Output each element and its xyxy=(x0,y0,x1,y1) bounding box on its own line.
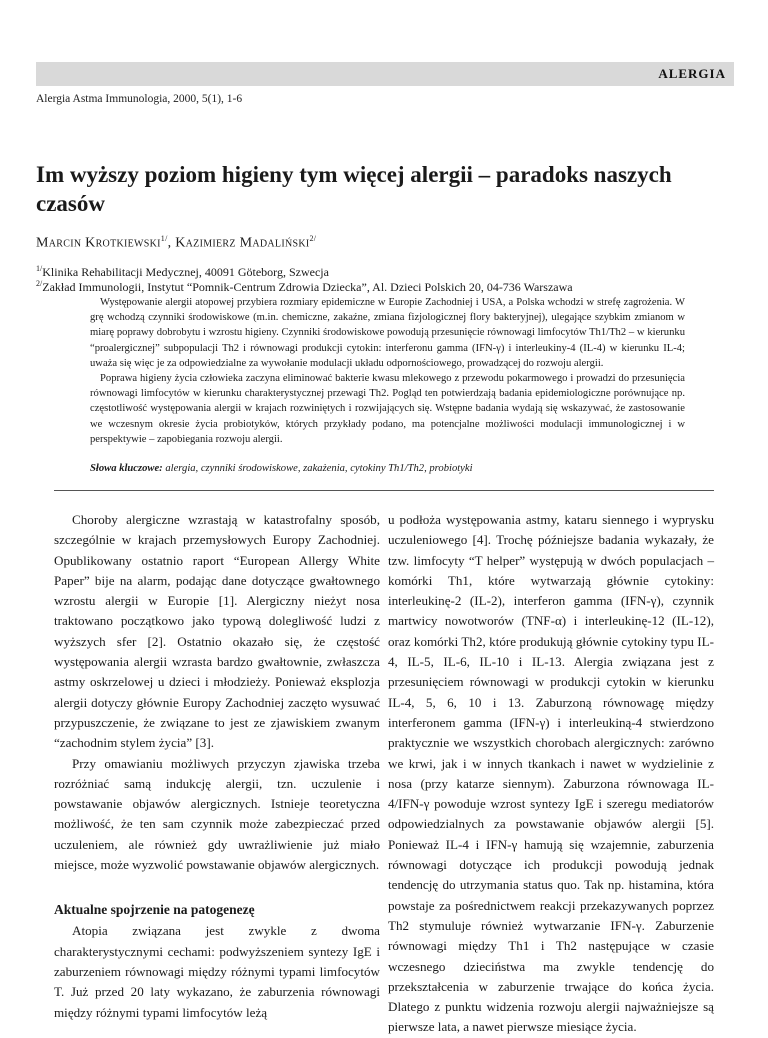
keywords-text: alergia, czynniki środowiskowe, zakażenia, cytokiny Th1/Th2, probiotyki xyxy=(162,463,473,474)
section-header-bar xyxy=(36,62,734,86)
body-paragraph: u podłoża występowania astmy, kataru siennego i wyprysku uczuleniowego [4]. Trochę późniejsze badania wykazały, że tzw. limfocyty “T helper” występują w dwóch populacjach – komórki Th1, które wytwarzają głównie cytokiny: interleukinę-2 (IL-2), interferon gamma (IFN-γ), czynnik martwicy nowotworów (TNF-α) i interleukinę-12 (IL-12), oraz komórki Th2, które produkują głównie cytokiny typu IL-4, IL-5, IL-6, IL-10 i IL-13. Alergia związana jest z przesunięciem równowagi w produkcji cytokin w kierunku IL-4, 5, 6, 10 i 13. Zaburzoną równowagę między interferonem gamma (IFN-γ) i interleukiną-4 stwierdzono praktycznie we wszystkich chorobach alergicznych: zarówno we krwi, jak i w innych tkankach i nawet w wydzielinie z nosa (przy katarze siennym). Zaburzona równowaga IL-4/IFN-γ powoduje wzrost syntezy IgE i szeregu mediatorów odpowiedzialnych za powstawanie objawów alergii [5]. Ponieważ IL-4 i IFN-γ hamują się wzajemnie, zaburzenia równowagi dotyczące ich produkcji powodują jednak tendencję do utrzymania status quo. Tak np. histamina, która powstaje za pośrednictwem reakcji przekazywanych poprzez Th2 stymuluje również wytwarzanie IFN-γ. Zaburzenie równowagi między Th1 i Th2 następujące w czasie wczesnego dzieciństwa ma zwykle tendencję do przekształcenia w zaburzenie trwające do końca życia. Dlatego z punktu widzenia rozwoju alergii najważniejsze są pierwsze lata, a nawet pierwsze miesiące życia. xyxy=(388,512,714,1035)
abstract xyxy=(90,295,685,447)
affiliation-1 xyxy=(36,264,329,280)
body-column-right xyxy=(388,510,714,1038)
author-separator: , xyxy=(167,235,176,251)
affiliation-text: Klinika Rehabilitacji Medycznej, 40091 Göteborg, Szwecja xyxy=(42,265,329,279)
body-paragraph: Atopia związana jest zwykle z dwoma charakterystycznymi cechami: podwyższeniem syntezy IgE i zaburzeniem równowagi między różnymi typami limfocytów T. Już przed 20 laty wykazano, że zaburzenia równowagi między różnymi typami limfocytów leżą xyxy=(54,923,380,1020)
body-paragraph: Choroby alergiczne wzrastają w katastrofalny sposób, szczególnie w krajach przemysłowych Europy Zachodniej. Opublikowany ostatnio raport “European Allergy White Paper” bije na alarm, podając dane dotyczące gwałtownego wzrostu alergii w Europie [1]. Alergiczny nieżyt nosa traktowano początkowo jako typową dolegliwość ludzi z wyższych sfer [2]. Ostatnio okazało się, że częstość występowania alergii wzrasta bardzo gwałtownie, zwłaszcza astmy oskrzelowej u dzieci i młodzieży. Ponieważ eksplozja alergii dotyczy głównie Europy Zachodniej zaczęto wysuwać przypuszczenie, że związane to jest ze zjawiskiem zwanym “zachodnim stylem życia” [3]. xyxy=(54,512,380,751)
body-column-left xyxy=(54,510,380,1023)
author-affiliation-mark: 2/ xyxy=(309,234,317,243)
abstract-paragraph: Występowanie alergii atopowej przybiera rozmiary epidemiczne w Europie Zachodniej i USA, a Polska wchodzi w strefę zagrożenia. W grę wchodzą czynniki środowiskowe (m.in. chemiczne, zakaźne, zmiana fizjologicznej flory bakteryjnej), ulegające szybkim zmianom w miarę poprawy dobrobytu i wzrostu higieny. Czynniki środowiskowe powodują przesunięcie równowagi limfocytów Th1/Th2 – w kierunku “proalergicznej” subpopulacji Th2 i równowagi produkcji cytokin: interferonu gamma (IFN-γ) i interleukiny-4 (IL-4) w kierunku IL-4; uważa się więc je za odpowiedzialne za wywołanie modulacji układu odpornościowego, prowadzącej do rozwoju alergii. xyxy=(90,297,685,369)
divider xyxy=(54,490,714,491)
affiliation-mark: 1/ xyxy=(36,264,43,273)
author-name: Kazimierz Madaliński xyxy=(175,235,310,251)
section-label: ALERGIA xyxy=(658,66,726,81)
affiliation-mark: 2/ xyxy=(36,279,43,288)
abstract-paragraph: Poprawa higieny życia człowieka zaczyna eliminować bakterie kwasu mlekowego z przewodu pokarmowego i prowadzi do przesunięcia równowagi limfocytów w kierunku charakterystycznej przewagi Th2. Pogląd ten potwierdzają badania epidemiologiczne porównujące np. częstotliwość występowania alergii w krajach rozwiniętych i rozwijających się. Wstępne badania wydają się wskazywać, że zastosowanie we wczesnym okresie życia probiotyków, których przykłady podano, ma potencjalne możliwości modulacji immunologicznej i w perspektywie – zapobiegania rozwoju alergii. xyxy=(90,373,685,445)
author-name: Marcin Krotkiewski xyxy=(36,235,161,251)
journal-citation: Alergia Astma Immunologia, 2000, 5(1), 1-6 xyxy=(36,93,243,105)
keywords-label: Słowa kluczowe: xyxy=(90,463,163,474)
article-title: Im wyższy poziom higieny tym więcej alergii – paradoks naszych czasów xyxy=(36,162,672,216)
affiliation-text: Zakład Immunologii, Instytut “Pomnik-Centrum Zdrowia Dziecka”, Al. Dzieci Polskich 20, 04-736 Warszawa xyxy=(42,280,573,294)
author-affiliation-mark: 1/ xyxy=(160,234,168,243)
affiliation-2 xyxy=(36,279,573,295)
author-list xyxy=(36,234,316,252)
section-heading: Aktualne spojrzenie na patogenezę xyxy=(54,902,255,918)
keywords xyxy=(90,463,685,474)
body-paragraph: Przy omawianiu możliwych przyczyn zjawiska trzeba rozróżniać samą indukcję alergii, tzn. uczulenie i powstawanie objawów alergicznych. Istnieje teoretyczna możliwość, że ten sam czynnik może zabezpieczać przed uczuleniem, ale również gdy uwrażliwienie już miało miejsce, może wyzwolić powstawanie objawów alergicznych. xyxy=(54,755,380,873)
